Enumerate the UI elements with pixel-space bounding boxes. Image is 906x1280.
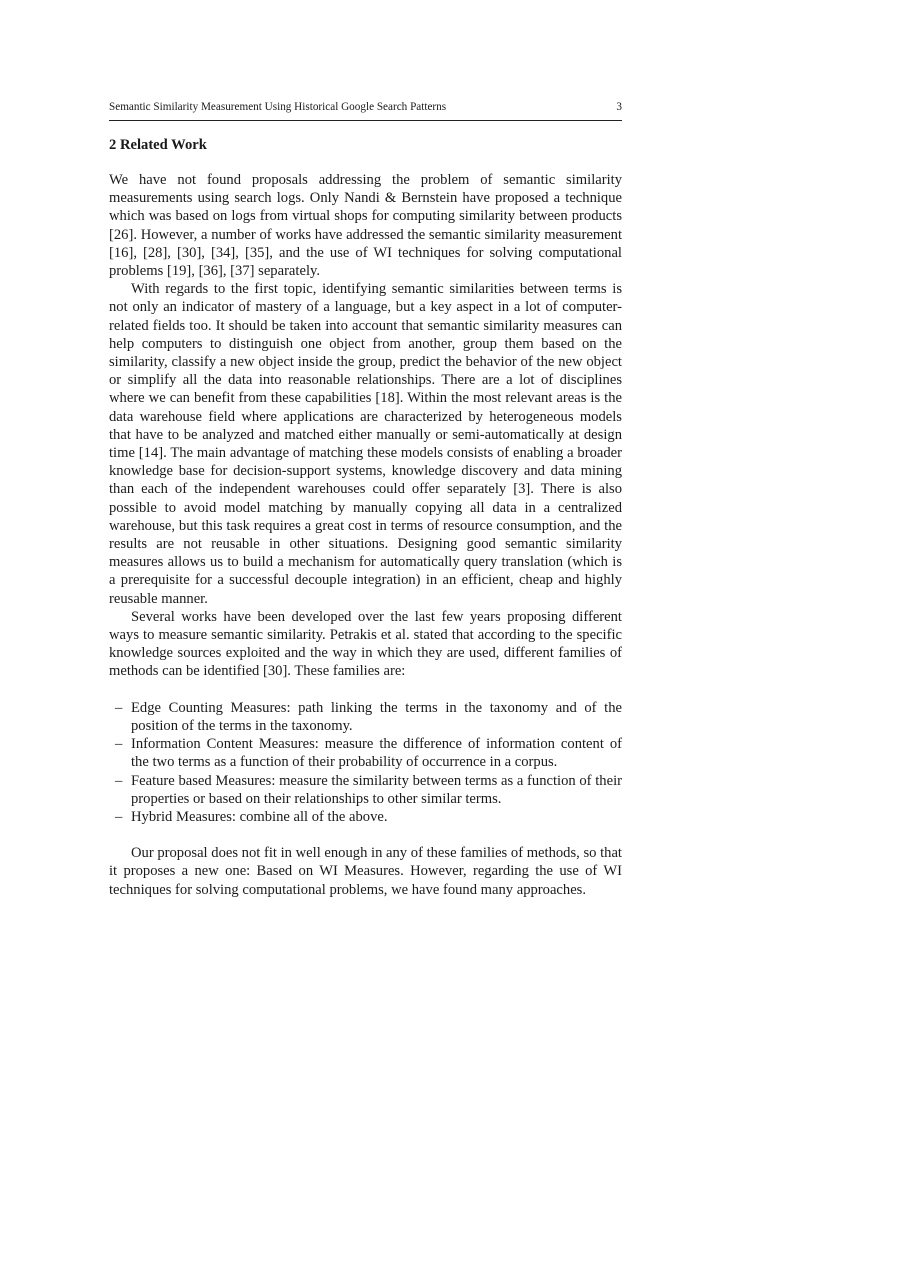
list-item xyxy=(109,772,622,808)
list-item-text: Feature based Measures: measure the similarity between terms as a function of their properties or based on their relationships to other similar terms. xyxy=(131,772,622,807)
list-item xyxy=(109,808,622,826)
list-bullet: – xyxy=(115,699,123,716)
families-list xyxy=(109,699,622,826)
list-item-text: Edge Counting Measures: path linking the terms in the taxonomy and of the position of the terms in the taxonomy. xyxy=(131,699,622,734)
paragraph-proposal: Our proposal does not fit in well enough in any of these families of methods, so that it proposes a new one: Based on WI Measures. However, regarding the use of WI techniques for solving computational problems, we have found many approaches. xyxy=(109,845,622,898)
section-heading: 2 Related Work xyxy=(109,137,207,153)
paragraph-families: Several works have been developed over the last few years proposing different ways to measure semantic similarity. Petrakis et al. stated that according to the specific knowledge sources exploited and the way in which they are used, different families of methods can be identified [30]. These families are: xyxy=(109,608,622,680)
list-item xyxy=(109,699,622,735)
paragraph-intro: We have not found proposals addressing the problem of semantic similarity measurements using search logs. Only Nandi & Bernstein have proposed a technique which was based on logs from virtual shops for computing similarity between products [26]. However, a number of works have addressed the semantic similarity measurement [16], [28], [30], [34], [35], and the use of WI techniques for solving computational problems [19], [36], [37] separately. xyxy=(109,172,622,280)
list-bullet: – xyxy=(115,772,123,789)
list-item-text: Hybrid Measures: combine all of the above. xyxy=(131,808,388,825)
running-header xyxy=(109,98,622,121)
page-number: 3 xyxy=(616,101,622,113)
list-bullet: – xyxy=(115,736,123,753)
list-bullet: – xyxy=(115,808,123,825)
running-title: Semantic Similarity Measurement Using Historical Google Search Patterns xyxy=(109,101,447,113)
list-item-text: Information Content Measures: measure the difference of information content of the two terms as a function of their probability of occurrence in a corpus. xyxy=(131,736,622,771)
paragraph-first-topic: With regards to the first topic, identifying semantic similarities between terms is not only an indicator of mastery of a language, but a key aspect in a lot of computer-related fields too. It should be taken into account that semantic similarity measures can help computers to distinguish one object from another, group them based on the similarity, classify a new object inside the group, predict the behavior of the new object or simplify all the data into reasonable relationships. There are a lot of disciplines where we can benefit from these capabilities [18]. Within the most relevant areas is the data warehouse field where applications are characterized by heterogeneous models that have to be analyzed and matched either manually or semi-automatically at design time [14]. The main advantage of matching these models consists of enabling a broader knowledge base for decision-support systems, knowledge discovery and data mining than each of the independent warehouses could offer separately [3]. There is also possible to avoid model matching by manually copying all data in a centralized warehouse, but this task requires a great cost in terms of resource consumption, and the results are not reusable in other situations. Designing good semantic similarity measures allows us to build a mechanism for automatically query translation (which is a prerequisite for a successful decouple integration) in an efficient, cheap and highly reusable manner. xyxy=(109,281,622,607)
paper-page xyxy=(109,98,622,899)
list-item xyxy=(109,735,622,771)
